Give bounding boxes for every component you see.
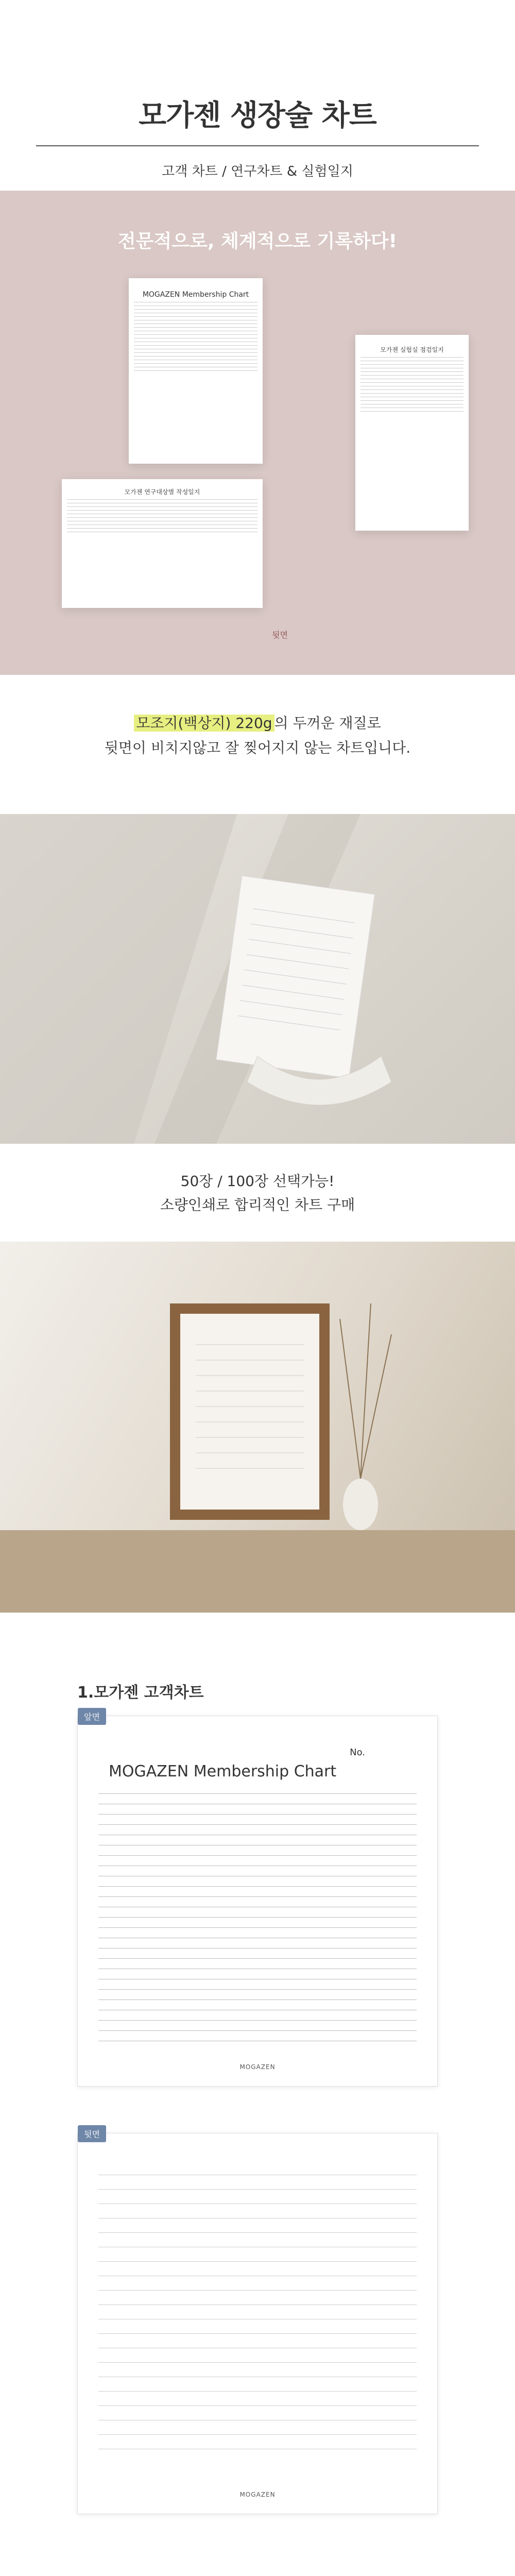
paper-photo-illustration [0, 814, 515, 1144]
framed-chart-illustration [0, 1242, 515, 1613]
front-badge: 앞면 [78, 1708, 106, 1725]
lab-log-preview [355, 335, 469, 531]
material-line-1-rest: 의 두꺼운 재질로 [274, 715, 381, 732]
framed-chart-photo [0, 1242, 515, 1613]
section-1-title: 1.모가젠 고객차트 [77, 1684, 204, 1702]
back-badge: 뒷면 [78, 2125, 106, 2142]
research-log-preview [62, 479, 263, 608]
membership-chart-grid [98, 1793, 417, 2051]
page-subtitle: 고객 차트 / 연구차트 & 실험일지 [162, 164, 353, 179]
membership-chart-title: MOGAZEN Membership Chart [109, 1762, 337, 1781]
lab-log-preview-title: 모가젠 실험실 점검일지 [380, 346, 444, 353]
chart-number-label: No. [350, 1747, 365, 1758]
membership-back-grid [98, 2175, 417, 2463]
hero-tagline: 전문적으로, 체계적으로 기록하다! [117, 231, 398, 252]
membership-chart-preview [129, 278, 263, 464]
research-log-preview-title: 모가젠 연구대상별 작성일지 [124, 488, 200, 496]
material-line-1 [0, 711, 515, 736]
quantity-line-2: 소량인쇄로 합리적인 차트 구매 [160, 1196, 355, 1213]
page-header [0, 0, 515, 185]
hero-section [0, 191, 515, 675]
membership-chart-footer: MOGAZEN [239, 2063, 276, 2071]
header-divider [36, 145, 479, 146]
paper-thickness-photo [0, 814, 515, 1144]
back-side-caption: 뒷면 [272, 630, 288, 640]
material-highlight: 모조지(백상지) 220g [134, 715, 274, 732]
material-text [0, 711, 515, 760]
membership-chart-front [77, 1712, 438, 2087]
quantity-text [0, 1170, 515, 1217]
membership-chart-preview-title: MOGAZEN Membership Chart [142, 291, 249, 299]
membership-chart-back [77, 2129, 438, 2514]
material-line-2: 뒷면이 비치지않고 잘 찢어지지 않는 차트입니다. [104, 739, 411, 756]
membership-back-footer: MOGAZEN [239, 2491, 276, 2498]
quantity-line-1: 50장 / 100장 선택가능! [180, 1173, 335, 1190]
page-title: 모가젠 생장술 차트 [139, 99, 376, 132]
